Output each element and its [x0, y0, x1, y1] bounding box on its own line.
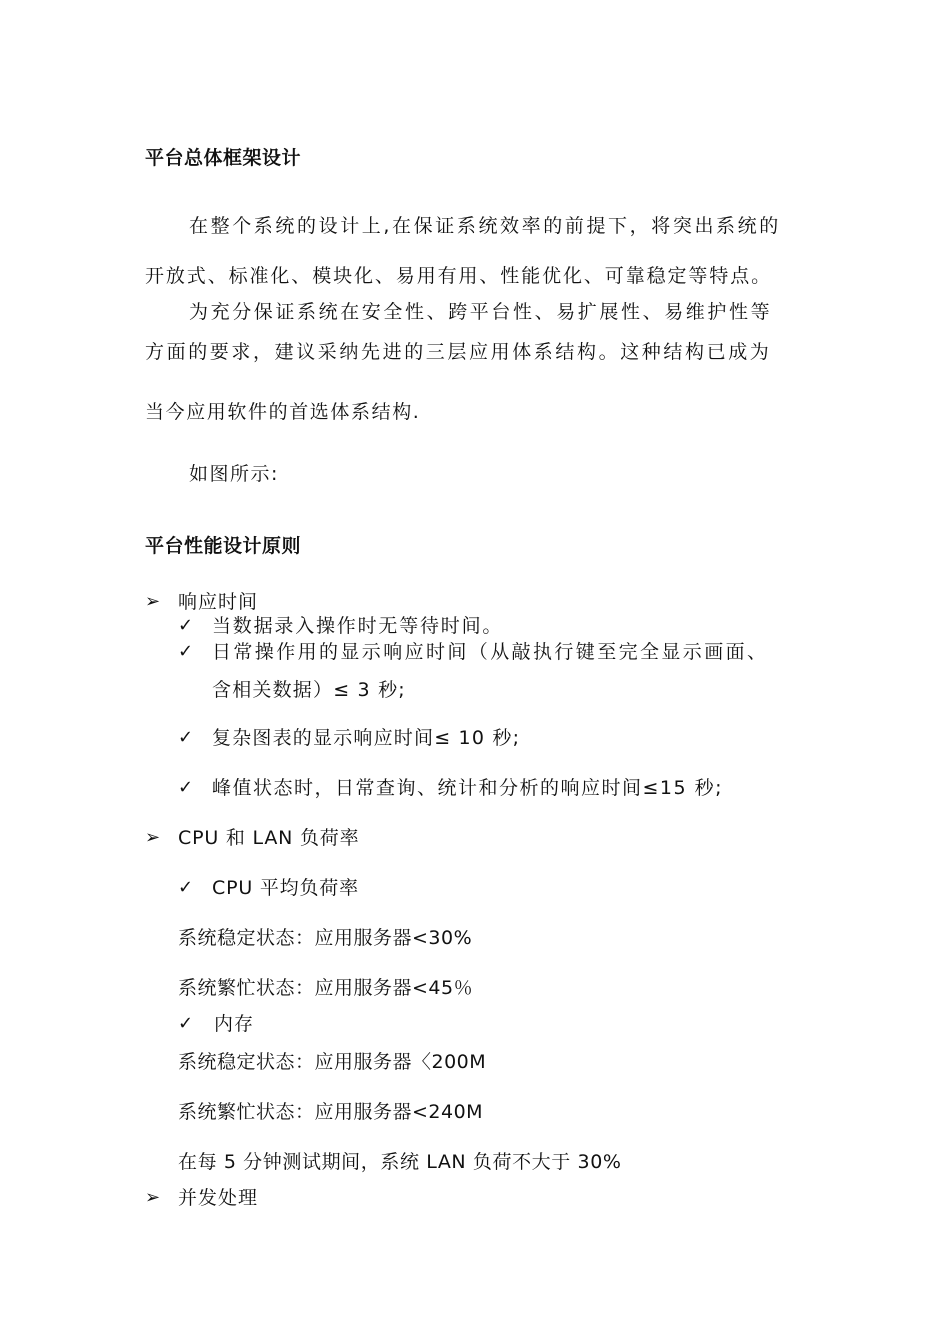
sub-label-memory: 内存	[214, 1013, 255, 1035]
paragraph-line: 开放式、标准化、模块化、易用有用、性能优化、可靠稳定等特点。	[145, 265, 773, 287]
paragraph-line: 方面的要求，建议采纳先进的三层应用体系结构。这种结构已成为	[145, 341, 772, 363]
memory-stable-line: 系统稳定状态：应用服务器〈200M	[178, 1051, 487, 1073]
list-item: 复杂图表的显示响应时间≤ 10 秒;	[212, 727, 521, 749]
list-item: 当数据录入操作时无等待时间。	[212, 615, 504, 637]
section-title-framework: 平台总体框架设计	[145, 147, 302, 169]
check-bullet-icon: ✓	[178, 877, 194, 898]
check-bullet-icon: ✓	[178, 777, 194, 798]
arrow-bullet-icon: ➢	[145, 591, 161, 612]
figure-reference: 如图所示:	[189, 463, 279, 485]
sub-label-cpu-average: CPU 平均负荷率	[212, 877, 359, 899]
bullet-label-cpu-lan: CPU 和 LAN 负荷率	[178, 827, 360, 849]
paragraph-line: 当今应用软件的首选体系结构.	[145, 401, 421, 423]
paragraph-line: 为充分保证系统在安全性、跨平台性、易扩展性、易维护性等	[189, 301, 773, 323]
list-item: 日常操作用的显示响应时间（从敲执行键至完全显示画面、	[212, 641, 769, 663]
check-bullet-icon: ✓	[178, 615, 194, 636]
paragraph-line: 在整个系统的设计上,在保证系统效率的前提下，将突出系统的	[189, 215, 781, 237]
lan-load-note: 在每 5 分钟测试期间，系统 LAN 负荷不大于 30%	[178, 1151, 622, 1173]
list-item: 峰值状态时，日常查询、统计和分析的响应时间≤15 秒;	[212, 777, 724, 799]
check-bullet-icon: ✓	[178, 641, 194, 662]
memory-busy-line: 系统繁忙状态：应用服务器<240M	[178, 1101, 484, 1123]
check-bullet-icon: ✓	[178, 727, 194, 748]
bullet-label-response: 响应时间	[178, 591, 259, 613]
check-bullet-icon: ✓	[178, 1013, 194, 1034]
cpu-stable-line: 系统稳定状态：应用服务器<30%	[178, 927, 473, 949]
cpu-busy-line: 系统繁忙状态：应用服务器<45％	[178, 977, 474, 999]
bullet-label-concurrency: 并发处理	[178, 1187, 259, 1209]
section-title-performance: 平台性能设计原则	[145, 535, 302, 557]
arrow-bullet-icon: ➢	[145, 1187, 161, 1208]
list-item-continuation: 含相关数据）≤ 3 秒;	[212, 679, 406, 701]
arrow-bullet-icon: ➢	[145, 827, 161, 848]
